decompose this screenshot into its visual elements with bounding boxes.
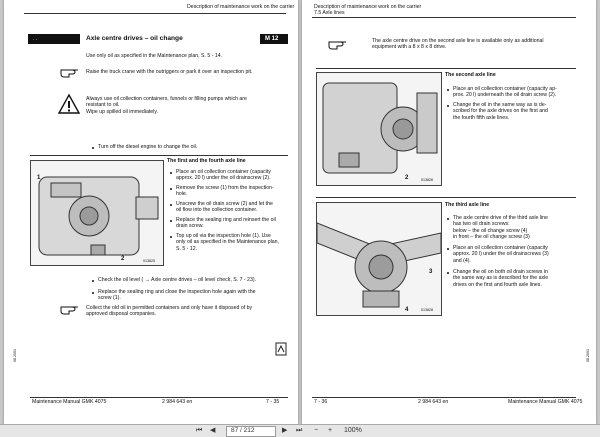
step-5-line-2: only oil as specified in the Maintenance plan, xyxy=(176,239,279,246)
callout-4: 4 xyxy=(405,307,409,313)
step-1-line-1: Place an oil collection container (capacity xyxy=(176,169,271,175)
bullet xyxy=(92,280,94,282)
third-step-1-line-1: The axle centre drive of the third axle line xyxy=(453,215,548,221)
maintenance-tag: M 12 xyxy=(260,34,288,44)
section-rule xyxy=(316,68,576,69)
figure-id: 013826 xyxy=(421,178,433,182)
engine-off-instruction: Turn off the diesel engine to change the oil. xyxy=(98,144,198,150)
sub-title-first-fourth: The first and the fourth axle line xyxy=(167,158,246,164)
third-axle-illustration xyxy=(317,203,441,315)
second-axle-figure xyxy=(316,72,442,186)
replace-ring-line-2: screw (1). xyxy=(98,295,121,302)
bullet xyxy=(92,292,94,294)
collect-oil-line-2: approved disposal companies. xyxy=(86,311,157,318)
pointing-hand-icon xyxy=(60,303,80,315)
second-step-2-line-3: the fourth fifth axle lines. xyxy=(453,114,510,121)
page-number-input[interactable]: 87 / 212 xyxy=(226,426,276,437)
section-title: Axle centre drives – oil change xyxy=(86,35,183,42)
warning-triangle-icon xyxy=(58,94,80,114)
header-rule xyxy=(312,17,576,18)
step-4-line-2: drain screw. xyxy=(176,223,204,230)
intro-raise-crane: Raise the truck crane with the outriggers or park it over an inspection pit. xyxy=(86,69,253,75)
intro-oil-spec: Use only oil as specified in the Maintenance plan, S. 5 - 14. xyxy=(86,53,223,59)
third-step-2-line-2: approx. 20 l) under the oil drainscrews (3) xyxy=(453,251,549,258)
second-step-2-line-1: Change the oil in the same way as is de- xyxy=(453,102,547,108)
bullet xyxy=(92,147,94,149)
warning-line-1: Always use oil collection containers, funnels or filling pumps which are xyxy=(86,96,247,102)
second-step-1-line-1: Place an oil collection container (capacity ap- xyxy=(453,86,557,92)
bullet xyxy=(170,172,172,174)
section-tag: . . xyxy=(33,36,38,42)
right-page xyxy=(302,0,596,424)
step-2-line-1: Remove the screw (1) from the inspection- xyxy=(176,185,274,191)
side-code: 08.2001 xyxy=(13,349,17,362)
bullet xyxy=(447,105,449,107)
first-page-button[interactable]: ⏮ xyxy=(196,427,203,434)
viewer-toolbar xyxy=(0,424,600,437)
bullet xyxy=(170,204,172,206)
second-axle-illustration xyxy=(317,73,441,185)
footer-page-number: 7 - 35 xyxy=(266,399,280,405)
footer-rule xyxy=(312,397,576,398)
page-header: Description of maintenance work on the carrier xyxy=(187,4,295,10)
bullet xyxy=(447,248,449,250)
pointing-hand-icon xyxy=(328,38,348,50)
second-step-1-line-2: prox. 20 l) underneath the oil drain screw (2). xyxy=(453,92,557,99)
next-page-button[interactable]: ▶ xyxy=(282,427,288,434)
step-1-line-2: approx. 20 l) under the oil drainscrew (2). xyxy=(176,175,271,182)
third-step-3-line-2: the same way as is described for the axle xyxy=(453,275,549,282)
figure-id: 013828 xyxy=(421,308,433,312)
replace-ring-line-1: Replace the sealing ring and close the inspection hole again with the xyxy=(98,289,256,295)
note-line-2: equipment with a 8 x 8 x 8 drive. xyxy=(372,44,447,51)
third-step-2-line-3: and (4). xyxy=(453,257,471,264)
third-step-3-line-3: drives on the first and fourth axle lines. xyxy=(453,281,542,288)
figure-id: 013825 xyxy=(143,259,155,263)
footer-rule xyxy=(30,397,288,398)
third-axle-title: The third axle line xyxy=(445,202,490,208)
footer-doc-number: 2 984 643 en xyxy=(418,399,449,405)
axle-drive-figure xyxy=(30,160,164,266)
bullet xyxy=(447,272,449,274)
step-2-line-2: hole. xyxy=(176,191,188,198)
third-step-1-line-4: in front – the oil change screw (3) xyxy=(453,234,530,241)
note-line-1: The axle centre drive on the second axle line is available only as additional xyxy=(372,38,544,44)
check-oil-level: Check the oil level ( → Axle centre drives – oil level check, S. 7 - 23). xyxy=(98,277,256,283)
third-axle-figure xyxy=(316,202,442,316)
second-axle-title: The second axle line xyxy=(445,72,496,78)
callout-3: 3 xyxy=(429,269,433,275)
step-3-line-1: Unscrew the oil drain screw (2) and let the xyxy=(176,201,273,207)
axle-drive-illustration xyxy=(31,161,163,265)
section-rule xyxy=(316,197,576,198)
bullet xyxy=(170,220,172,222)
step-4-line-1: Replace the sealing ring and reinsert the oil xyxy=(176,217,276,223)
warning-line-3: Wipe up spilled oil immediately. xyxy=(86,108,158,115)
page-header: Description of maintenance work on the carrier xyxy=(314,4,422,10)
step-3-line-2: oil flow into the collection container. xyxy=(176,207,258,214)
bullet xyxy=(170,188,172,190)
warning-line-2: resistant to oil. xyxy=(86,102,120,109)
bullet xyxy=(447,89,449,91)
callout-2: 2 xyxy=(405,175,409,181)
footer-page-number: 7 - 36 xyxy=(314,399,328,405)
footer-manual: Maintenance Manual GMK 4075 xyxy=(508,399,583,405)
bullet xyxy=(170,236,172,238)
callout-1: 1 xyxy=(37,175,41,181)
section-tag-bar xyxy=(28,34,80,44)
left-page xyxy=(4,0,298,424)
header-rule xyxy=(24,13,286,14)
bullet xyxy=(447,218,449,220)
zoom-out-button[interactable]: − xyxy=(314,427,319,434)
side-code: 08.2001 xyxy=(586,349,590,362)
third-step-2-line-1: Place an oil collection container (capacity xyxy=(453,245,548,251)
collect-oil-line-1: Collect the old oil in permitted containers and only have it disposed of by xyxy=(86,305,253,311)
footer-doc-number: 2 984 643 en xyxy=(162,399,193,405)
third-step-3-line-1: Change the oil on both oil drain screws in xyxy=(453,269,548,275)
zoom-in-button[interactable]: + xyxy=(328,427,333,434)
step-5-line-3: S. 5 - 12. xyxy=(176,245,198,252)
callout-2: 2 xyxy=(121,256,125,262)
last-page-button[interactable]: ⏭ xyxy=(296,427,303,434)
previous-page-button[interactable]: ◀ xyxy=(210,427,216,434)
section-rule xyxy=(30,155,288,156)
step-5-line-1: Top up oil via the inspection hole (1). Use xyxy=(176,233,271,239)
third-step-1-line-2: has two oil drain screws: xyxy=(453,221,510,228)
zoom-level[interactable]: 100% xyxy=(344,427,362,434)
second-step-2-line-2: scribed for the axle drives on the first and xyxy=(453,108,548,115)
third-step-1-line-3: below – the oil change screw (4) xyxy=(453,227,528,234)
footer-manual: Maintenance Manual GMK 4075 xyxy=(32,399,107,405)
recycling-note-icon xyxy=(275,342,287,356)
page-header-section: 7.5 Axle lines xyxy=(314,10,345,16)
pointing-hand-icon xyxy=(60,66,80,78)
